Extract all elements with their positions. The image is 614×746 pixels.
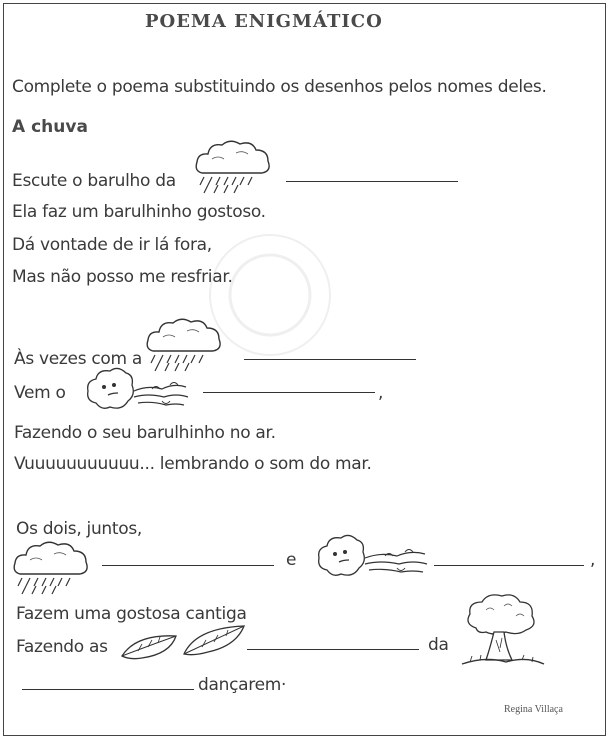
stanza3-conj: e (286, 550, 297, 570)
stanza1-line2: Ela faz um barulhinho gostoso. (12, 202, 266, 222)
stanza2-comma: , (378, 383, 384, 403)
answer-blank-6[interactable] (247, 649, 419, 650)
answer-blank-4[interactable] (102, 565, 274, 566)
stanza2-line2: Vem o (14, 383, 66, 403)
answer-blank-5[interactable] (434, 565, 584, 566)
page-title: POEMA ENIGMÁTICO (145, 11, 383, 32)
author-credit: Regina Villaça (504, 704, 563, 715)
stanza3-da: da (428, 635, 449, 655)
wind-icon (313, 530, 431, 588)
stanza2-line1: Às vezes com a (14, 349, 142, 369)
stanza3-line3: Fazem uma gostosa cantiga (16, 604, 247, 624)
wind-icon (82, 363, 192, 421)
stanza1-line1: Escute o barulho da (12, 171, 176, 191)
answer-blank-3[interactable] (203, 392, 375, 393)
poem-subtitle: A chuva (12, 117, 88, 137)
tree-icon (456, 590, 548, 672)
stanza3-line4: Fazendo as (16, 637, 108, 657)
stanza1-line4: Mas não posso me resfriar. (12, 267, 233, 287)
rain-cloud-icon (192, 137, 274, 195)
answer-blank-1[interactable] (286, 181, 458, 182)
stanza3-line1: Os dois, juntos, (16, 519, 143, 539)
stanza3-comma: , (590, 550, 596, 570)
leaf-icon (118, 620, 250, 664)
answer-blank-7[interactable] (22, 689, 194, 690)
stanza1-line3: Dá vontade de ir lá fora, (12, 235, 212, 255)
stanza3-line5: dançarem· (198, 675, 287, 695)
stanza2-line3: Fazendo o seu barulhinho no ar. (14, 423, 276, 443)
rain-cloud-icon (10, 538, 92, 596)
answer-blank-2[interactable] (244, 359, 416, 360)
stanza2-line4: Vuuuuuuuuuuu... lembrando o som do mar. (14, 454, 372, 474)
instruction-text: Complete o poema substituindo os desenhos pelos nomes deles. (12, 77, 547, 97)
